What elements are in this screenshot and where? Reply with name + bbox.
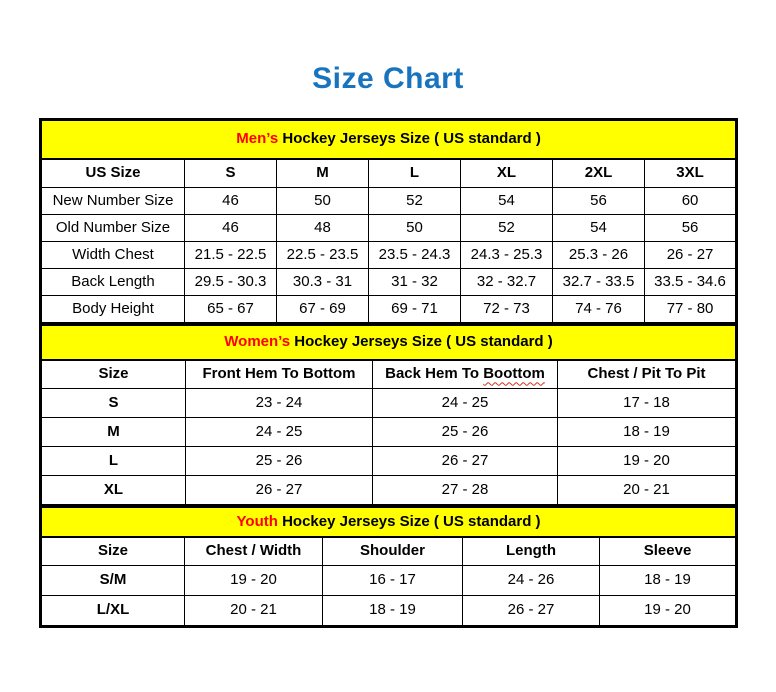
column-header-text: Back Hem To xyxy=(385,365,484,383)
size-value-cell: 27 - 28 xyxy=(373,476,558,506)
table-row xyxy=(41,418,737,447)
row-label: Body Height xyxy=(41,296,185,324)
size-value-cell: 32 - 32.7 xyxy=(461,269,553,296)
column-header: Sleeve xyxy=(600,537,737,566)
size-value-cell: 23.5 - 24.3 xyxy=(369,242,461,269)
size-value-cell: 52 xyxy=(369,188,461,215)
size-value-cell: 72 - 73 xyxy=(461,296,553,324)
row-label: S xyxy=(41,389,186,418)
table-row xyxy=(41,242,737,269)
row-label: M xyxy=(41,418,186,447)
table-row xyxy=(41,389,737,418)
row-label: L xyxy=(41,447,186,476)
column-header: Shoulder xyxy=(323,537,463,566)
column-header: M xyxy=(277,159,369,188)
size-value-cell: 16 - 17 xyxy=(323,566,463,596)
banner-text: Hockey Jerseys Size ( US standard ) xyxy=(290,333,553,351)
banner-highlight: Women’s xyxy=(224,333,291,351)
column-header: Front Hem To Bottom xyxy=(186,360,373,389)
column-header: XL xyxy=(461,159,553,188)
size-value-cell: 21.5 - 22.5 xyxy=(185,242,277,269)
size-value-cell: 52 xyxy=(461,215,553,242)
size-value-cell: 25 - 26 xyxy=(186,447,373,476)
youth-table-banner xyxy=(41,507,737,538)
size-value-cell: 77 - 80 xyxy=(645,296,737,324)
page-title: Size Chart xyxy=(312,62,464,95)
banner-text: Hockey Jerseys Size ( US standard ) xyxy=(278,130,541,148)
size-value-cell: 26 - 27 xyxy=(645,242,737,269)
column-header: S xyxy=(185,159,277,188)
size-value-cell: 26 - 27 xyxy=(186,476,373,506)
size-value-cell: 20 - 21 xyxy=(558,476,737,506)
size-value-cell: 50 xyxy=(277,188,369,215)
youth-size-table xyxy=(39,505,738,628)
mens-size-table xyxy=(39,118,738,325)
row-label: New Number Size xyxy=(41,188,185,215)
table-row xyxy=(41,215,737,242)
table-row xyxy=(41,596,737,627)
banner-row xyxy=(41,325,737,361)
size-value-cell: 19 - 20 xyxy=(185,566,323,596)
column-header-row xyxy=(41,360,737,389)
size-value-cell: 25 - 26 xyxy=(373,418,558,447)
size-value-cell: 24 - 26 xyxy=(463,566,600,596)
size-value-cell: 32.7 - 33.5 xyxy=(553,269,645,296)
size-value-cell: 54 xyxy=(461,188,553,215)
column-header-row xyxy=(41,537,737,566)
column-header: Length xyxy=(463,537,600,566)
table-row xyxy=(41,447,737,476)
size-value-cell: 74 - 76 xyxy=(553,296,645,324)
banner-row xyxy=(41,120,737,160)
size-value-cell: 29.5 - 30.3 xyxy=(185,269,277,296)
size-value-cell: 24 - 25 xyxy=(373,389,558,418)
column-header: Size xyxy=(41,537,185,566)
size-value-cell: 20 - 21 xyxy=(185,596,323,627)
womens-table-banner xyxy=(41,325,737,361)
column-header: Chest / Pit To Pit xyxy=(558,360,737,389)
row-label: S/M xyxy=(41,566,185,596)
table-row xyxy=(41,476,737,506)
size-value-cell: 18 - 19 xyxy=(323,596,463,627)
size-tables-container xyxy=(39,118,735,628)
misspelled-word-spellcheck-underline: Boottom xyxy=(483,365,545,383)
size-value-cell: 65 - 67 xyxy=(185,296,277,324)
size-value-cell: 19 - 20 xyxy=(558,447,737,476)
size-value-cell: 19 - 20 xyxy=(600,596,737,627)
size-value-cell: 46 xyxy=(185,188,277,215)
column-header-row xyxy=(41,159,737,188)
size-value-cell: 54 xyxy=(553,215,645,242)
mens-table-banner xyxy=(41,120,737,160)
banner-text: Hockey Jerseys Size ( US standard ) xyxy=(277,512,541,530)
table-row xyxy=(41,296,737,324)
row-label: XL xyxy=(41,476,186,506)
table-row xyxy=(41,188,737,215)
size-value-cell: 56 xyxy=(645,215,737,242)
size-value-cell: 48 xyxy=(277,215,369,242)
size-value-cell: 46 xyxy=(185,215,277,242)
column-header xyxy=(373,360,558,389)
size-value-cell: 67 - 69 xyxy=(277,296,369,324)
banner-highlight: Youth xyxy=(236,512,278,530)
table-row xyxy=(41,566,737,596)
size-value-cell: 22.5 - 23.5 xyxy=(277,242,369,269)
size-value-cell: 50 xyxy=(369,215,461,242)
column-header: Chest / Width xyxy=(185,537,323,566)
row-label: Old Number Size xyxy=(41,215,185,242)
banner-row xyxy=(41,507,737,538)
size-value-cell: 26 - 27 xyxy=(463,596,600,627)
column-header: US Size xyxy=(41,159,185,188)
column-header: 2XL xyxy=(553,159,645,188)
size-value-cell: 25.3 - 26 xyxy=(553,242,645,269)
column-header: Size xyxy=(41,360,186,389)
table-row xyxy=(41,269,737,296)
row-label: Width Chest xyxy=(41,242,185,269)
size-value-cell: 69 - 71 xyxy=(369,296,461,324)
size-value-cell: 18 - 19 xyxy=(600,566,737,596)
row-label: Back Length xyxy=(41,269,185,296)
size-value-cell: 24 - 25 xyxy=(186,418,373,447)
size-value-cell: 18 - 19 xyxy=(558,418,737,447)
size-value-cell: 33.5 - 34.6 xyxy=(645,269,737,296)
banner-highlight: Men’s xyxy=(236,130,279,148)
size-value-cell: 26 - 27 xyxy=(373,447,558,476)
size-value-cell: 31 - 32 xyxy=(369,269,461,296)
size-value-cell: 60 xyxy=(645,188,737,215)
size-value-cell: 24.3 - 25.3 xyxy=(461,242,553,269)
size-value-cell: 23 - 24 xyxy=(186,389,373,418)
column-header: 3XL xyxy=(645,159,737,188)
womens-size-table xyxy=(39,323,738,507)
column-header: L xyxy=(369,159,461,188)
size-value-cell: 56 xyxy=(553,188,645,215)
size-value-cell: 30.3 - 31 xyxy=(277,269,369,296)
row-label: L/XL xyxy=(41,596,185,627)
size-value-cell: 17 - 18 xyxy=(558,389,737,418)
